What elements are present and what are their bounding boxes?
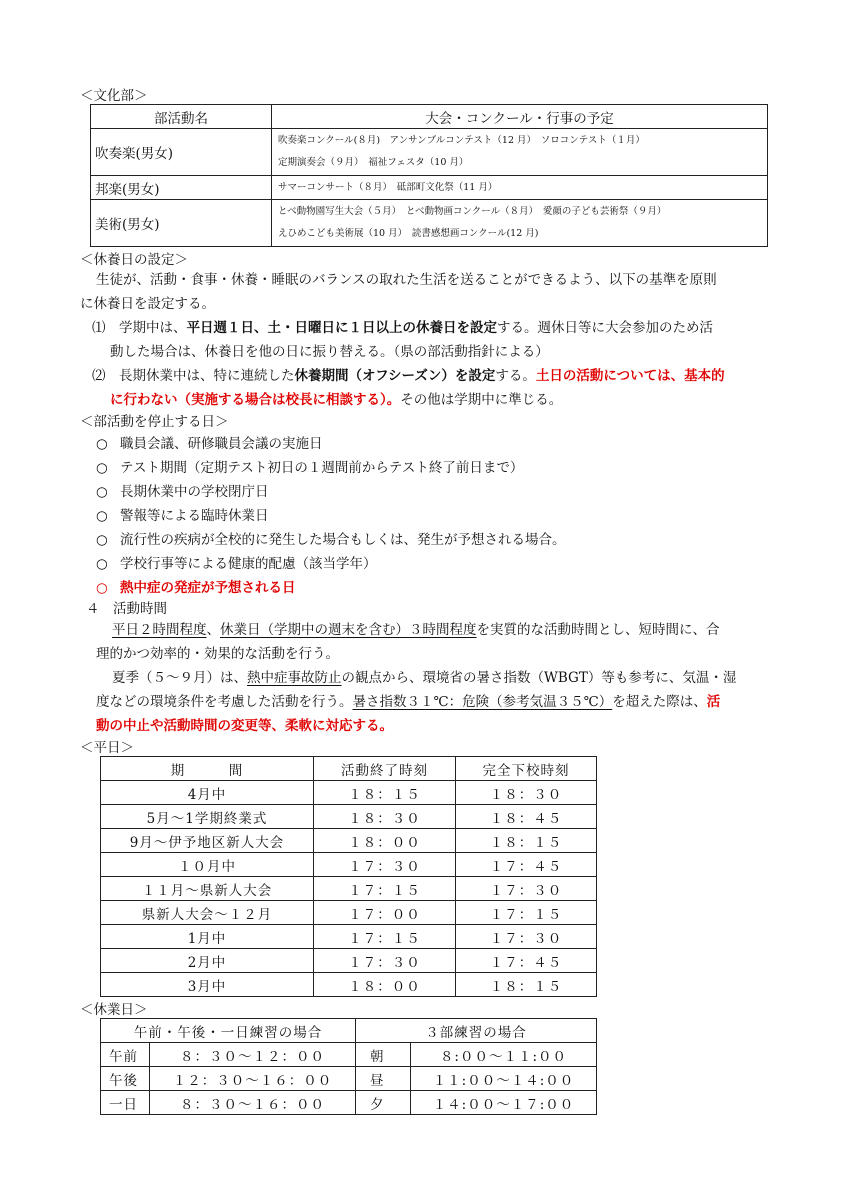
table-row xyxy=(101,925,597,949)
text-span: する。週休日等に大会参加のため活 xyxy=(497,320,713,336)
table-row xyxy=(101,877,597,901)
time-cell: １７：１５ xyxy=(456,901,597,925)
list-item-text: 長期休業中の学校閉庁日 xyxy=(120,484,269,500)
club-col-header: 部活動名 xyxy=(91,105,272,129)
text-span: の観点から、環境省の暑さ指数（WBGT）等も参考に、気温・湿 xyxy=(341,670,737,686)
period-cell: １１月～県新人大会 xyxy=(101,877,314,901)
club-name: 邦楽(男女) xyxy=(91,176,272,200)
red-emphasis-text: 活 xyxy=(706,694,721,710)
circle-bullet: ○ xyxy=(96,436,108,452)
period-cell: 1月中 xyxy=(101,925,314,949)
time-cell: １８：３０ xyxy=(456,781,597,805)
list-item-text: 流行性の疾病が全校的に発生した場合もしくは、発生が予想される場合。 xyxy=(120,532,566,548)
table-row xyxy=(101,829,597,853)
kyuyo-intro-line2: に休養日を設定する。 xyxy=(80,296,215,312)
period-cell: 4月中 xyxy=(101,781,314,805)
heijitsu-heading: ＜平日＞ xyxy=(80,740,134,756)
kyuyo-item1-line2: 動した場合は、休養日を他の日に振り替える。（県の部活動指針による） xyxy=(110,344,549,360)
list-item xyxy=(96,528,566,552)
circle-bullet: ○ xyxy=(96,556,108,572)
text-span: 学期中は、 xyxy=(119,320,187,336)
item-number: ⑵ xyxy=(92,368,106,384)
time-cell: １８：１５ xyxy=(456,973,597,997)
session-label: 午後 xyxy=(101,1067,150,1091)
underlined-text: 暑さ指数３１℃：危険（参考気温３５℃） xyxy=(352,694,613,710)
katsudo-p2-line1 xyxy=(112,666,736,690)
time-cell: １７：３０ xyxy=(456,877,597,901)
list-item-text: 職員会議、研修職員会議の実施日 xyxy=(120,436,323,452)
table-row xyxy=(101,781,597,805)
event-line: 定期演奏会（９月） 福祉フェスタ（10 月） xyxy=(278,157,469,168)
time-cell: １７：４５ xyxy=(456,949,597,973)
text-span: 長期休業中は、特に連続した xyxy=(119,368,295,384)
kyuyo-intro-line1: 生徒が、活動・食事・休養・睡眠のバランスの取れた生活を送ることができるよう、以下の基準を原則 xyxy=(96,272,717,288)
time-cell: １８：３０ xyxy=(314,805,456,829)
time-cell: １８：１５ xyxy=(314,781,456,805)
club-name: 吹奏楽(男女) xyxy=(91,129,272,176)
table-row xyxy=(91,200,768,247)
time-range-cell: ８：３０～１２：００ xyxy=(150,1043,356,1067)
katsudo-p2-line2 xyxy=(96,690,720,714)
table-row xyxy=(101,901,597,925)
event-line: サマーコンサート（８月） 砥部町文化祭（11 月） xyxy=(278,181,498,193)
emphasis-text: 平日週１日、土・日曜日に１日以上の休養日を設定 xyxy=(186,320,497,336)
time-cell: １７：３０ xyxy=(314,853,456,877)
end-time-col-header: 活動終了時刻 xyxy=(314,757,456,781)
three-part-practice-header: ３部練習の場合 xyxy=(356,1019,597,1043)
table-row xyxy=(101,973,597,997)
list-item xyxy=(96,432,566,456)
event-line: 吹奏楽コンクール(８月) アンサンブルコンテスト（12 月） ソロコンテスト（１月） xyxy=(278,135,645,146)
time-cell: １７：４５ xyxy=(456,853,597,877)
list-item xyxy=(96,480,566,504)
weekday-schedule-table xyxy=(100,756,597,997)
teishi-list xyxy=(96,432,566,600)
table-row xyxy=(101,1091,597,1115)
period-cell: 県新人大会～１２月 xyxy=(101,901,314,925)
circle-bullet: ○ xyxy=(96,532,108,548)
underlined-text: 平日２時間程度 xyxy=(112,622,207,638)
table-row xyxy=(101,949,597,973)
circle-bullet: ○ xyxy=(96,580,108,596)
single-practice-header: 午前・午後・一日練習の場合 xyxy=(101,1019,356,1043)
kyuyo-item2-line1 xyxy=(92,364,725,388)
period-cell: 5月～1学期終業式 xyxy=(101,805,314,829)
period-col-header: 期 間 xyxy=(101,757,314,781)
time-cell: １７：１５ xyxy=(314,925,456,949)
emphasis-text: 休養期間（オフシーズン）を設定 xyxy=(294,368,496,384)
red-emphasis-text: に行わない（実施する場合は校長に相談する）。 xyxy=(110,392,401,408)
time-range-cell: １４:００～１７:００ xyxy=(411,1091,597,1115)
table-row xyxy=(101,1043,597,1067)
holiday-schedule-table xyxy=(100,1018,597,1115)
circle-bullet: ○ xyxy=(96,460,108,476)
session-label: 一日 xyxy=(101,1091,150,1115)
red-emphasis-text: 土日の活動については、基本的 xyxy=(535,368,725,384)
list-item xyxy=(96,552,566,576)
time-cell: １７：３０ xyxy=(456,925,597,949)
kyuyo-item1-line1 xyxy=(92,316,713,340)
list-item-text: 警報等による臨時休業日 xyxy=(120,508,269,524)
table-row xyxy=(91,176,768,200)
club-table xyxy=(90,104,768,247)
text-span: を超えた際は、 xyxy=(612,694,707,710)
table-row xyxy=(91,129,768,176)
time-cell: １８：４５ xyxy=(456,805,597,829)
time-cell: １７：００ xyxy=(314,901,456,925)
list-item-text: テスト期間（定期テスト初日の１週間前からテスト終了前日まで） xyxy=(120,460,524,476)
text-span: を実質的な活動時間とし、短時間に、合 xyxy=(476,622,720,638)
session-label: 午前 xyxy=(101,1043,150,1067)
table-row xyxy=(101,1067,597,1091)
list-item-text: 学校行事等による健康的配慮（該当学年） xyxy=(120,556,377,572)
table-row xyxy=(101,805,597,829)
event-line: えひめこども美術展（10 月） 読書感想画コンクール(12 月) xyxy=(278,228,539,239)
text-span: その他は学期中に準じる。 xyxy=(400,392,563,408)
katsudo-p1-line1 xyxy=(112,618,720,642)
katsudo-p2-line3: 動の中止や活動時間の変更等、柔軟に対応する。 xyxy=(96,718,393,734)
katsudo-heading: ４ 活動時間 xyxy=(86,601,167,617)
underlined-text: 熱中症事故防止 xyxy=(247,670,342,686)
period-cell: 2月中 xyxy=(101,949,314,973)
circle-bullet: ○ xyxy=(96,508,108,524)
time-cell: １８：００ xyxy=(314,829,456,853)
bunka-heading: ＜文化部＞ xyxy=(80,88,148,104)
time-cell: １８：１５ xyxy=(456,829,597,853)
club-name: 美術(男女) xyxy=(91,200,272,247)
text-span: 夏季（５～９月）は、 xyxy=(112,670,247,686)
time-range-cell: １２：３０～１６：００ xyxy=(150,1067,356,1091)
table-row xyxy=(101,853,597,877)
event-line: とべ動物園写生大会（５月） とべ動物画コンクール（８月） 愛顔の子ども芸術祭（９月） xyxy=(278,206,667,217)
event-col-header: 大会・コンクール・行事の予定 xyxy=(272,105,768,129)
time-cell: １８：００ xyxy=(314,973,456,997)
katsudo-p1-line2: 理的かつ効率的・効果的な活動を行う。 xyxy=(96,646,339,662)
session-label: 昼 xyxy=(356,1067,411,1091)
teishi-heading: ＜部活動を停止する日＞ xyxy=(80,414,229,430)
kyugyo-heading: ＜休業日＞ xyxy=(80,1002,148,1018)
list-item xyxy=(96,504,566,528)
time-range-cell: ８:００～１１:００ xyxy=(411,1043,597,1067)
session-label: 朝 xyxy=(356,1043,411,1067)
kyuyo-item2-line2 xyxy=(110,388,562,412)
circle-bullet: ○ xyxy=(96,484,108,500)
kyuyo-heading: ＜休養日の設定＞ xyxy=(80,252,188,268)
text-span: 、 xyxy=(206,622,220,638)
session-label: 夕 xyxy=(356,1091,411,1115)
time-range-cell: ８：３０～１６：００ xyxy=(150,1091,356,1115)
period-cell: １０月中 xyxy=(101,853,314,877)
item-number: ⑴ xyxy=(92,320,106,336)
text-span: する。 xyxy=(495,368,536,384)
list-item-text: 熱中症の発症が予想される日 xyxy=(120,580,296,596)
list-item xyxy=(96,456,566,480)
period-cell: 3月中 xyxy=(101,973,314,997)
period-cell: 9月～伊予地区新人大会 xyxy=(101,829,314,853)
time-cell: １７：１５ xyxy=(314,877,456,901)
underlined-text: 休業日（学期中の週末を含む）３時間程度 xyxy=(220,622,477,638)
time-range-cell: １１:００～１４:００ xyxy=(411,1067,597,1091)
dismissal-col-header: 完全下校時刻 xyxy=(456,757,597,781)
text-span: 度などの環境条件を考慮した活動を行う。 xyxy=(96,694,353,710)
time-cell: １７：３０ xyxy=(314,949,456,973)
